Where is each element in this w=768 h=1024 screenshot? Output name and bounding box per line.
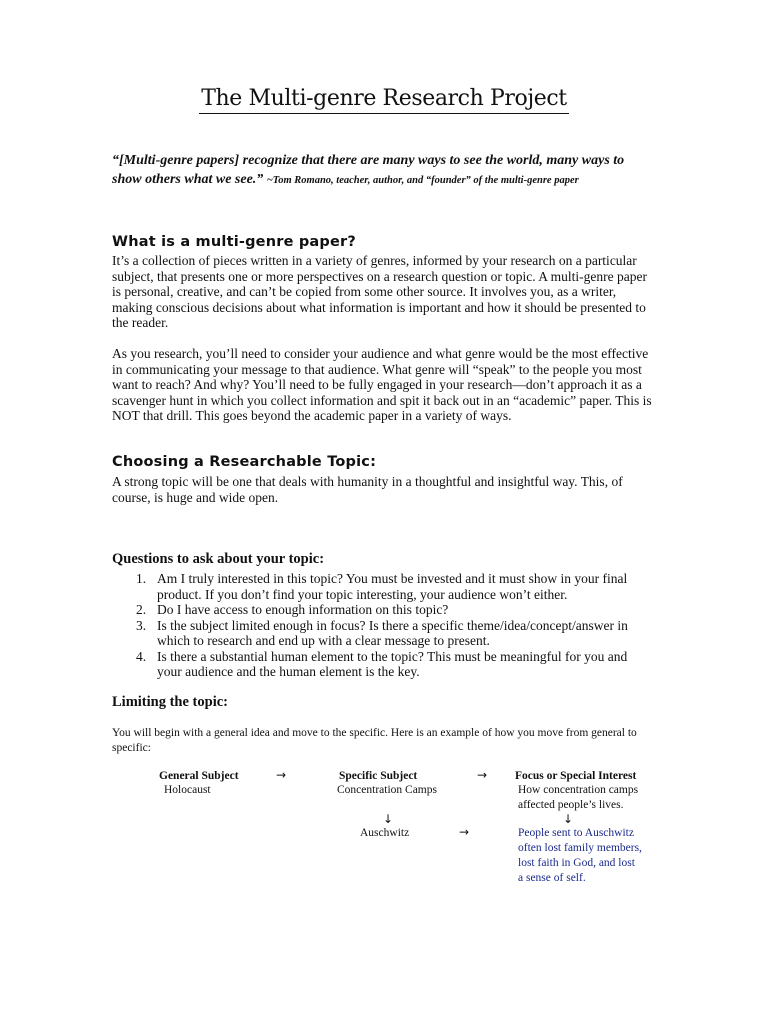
header-focus-interest: Focus or Special Interest: [515, 770, 637, 782]
list-item: [112, 571, 652, 602]
section-heading-what-is: What is a multi-genre paper?: [112, 234, 356, 250]
list-item-number: 4.: [136, 648, 147, 664]
general-subject-value: Holocaust: [164, 784, 211, 796]
page-title-text: The Multi-genre Research Project: [199, 86, 568, 114]
narrowed-subject-value: Auschwitz: [360, 827, 410, 839]
list-item: [112, 649, 652, 680]
right-arrow-icon: →: [276, 768, 287, 782]
down-arrow-icon: ↓: [383, 812, 394, 826]
list-item: [112, 618, 652, 649]
questions-list: [112, 571, 652, 680]
page-title: [0, 86, 768, 111]
limiting-body: You will begin with a general idea and move to the specific. Here is an example of how you move from general to specific:: [112, 727, 637, 754]
list-item: [112, 602, 652, 618]
list-item-text: Do I have access to enough information on this topic?: [157, 602, 449, 617]
focus-example-line: a sense of self.: [518, 872, 586, 884]
section-choosing-topic-body: [112, 474, 652, 505]
quote-attribution: ~Tom Romano, teacher, author, and “founder” of the multi-genre paper: [266, 175, 579, 186]
list-item-number: 3.: [136, 617, 147, 633]
list-item-text: Is the subject limited enough in focus? Is there a specific theme/idea/concept/answer in which to research and end up with a clear message to present.: [157, 617, 628, 648]
paragraph: It’s a collection of pieces written in a variety of genres, informed by your research on a particular subject, that presents one or more perspectives on a research question or topic. A multi-genre paper is personal, creative, and can’t be copied from some other source. It involves you, as a writer, making conscious decisions about what information is important and how it should be presented to the reader.: [112, 253, 647, 330]
header-specific-subject: Specific Subject: [339, 770, 418, 782]
focus-example-line: often lost family members,: [518, 842, 642, 854]
focus-value-line: affected people’s lives.: [518, 799, 624, 811]
opening-quote: [112, 151, 657, 190]
focus-value-line: How concentration camps: [518, 784, 639, 796]
limiting-heading: Limiting the topic:: [112, 694, 228, 710]
right-arrow-icon: →: [477, 768, 488, 782]
specific-subject-value: Concentration Camps: [337, 784, 437, 796]
quote-text: “[Multi-genre papers] recognize that there are many ways to see the world, many ways to show others what we see.”: [112, 153, 625, 187]
focus-example-line: lost faith in God, and lost: [518, 857, 635, 869]
list-item-number: 1.: [136, 571, 147, 586]
header-general-subject: General Subject: [159, 770, 239, 782]
list-item-text: Is there a substantial human element to the topic? This must be meaningful for you and your audience and the human element is the key.: [157, 648, 628, 679]
section-heading-choosing-topic: Choosing a Researchable Topic:: [112, 454, 377, 470]
paragraph: As you research, you’ll need to consider your audience and what genre would be the most effective in communicating your message to that audience. What genre will “speak” to the people you most want to reach? And why? You’ll need to be fully engaged in your research—don’t approach it as a scavenger hunt in which you collect information and spit it back out in an “academic” paper. This is NOT that drill. This goes beyond the academic paper in a variety of ways.: [112, 346, 652, 423]
right-arrow-icon: →: [459, 825, 470, 839]
list-item-text: Am I truly interested in this topic? You must be invested and it must show in your final product. If you don’t find your topic interesting, your audience won’t either.: [157, 571, 628, 602]
paragraph: A strong topic will be one that deals with humanity in a thoughtful and insightful way. This, of course, is huge and wide open.: [112, 474, 623, 505]
list-item-number: 2.: [136, 602, 147, 617]
questions-heading: Questions to ask about your topic:: [112, 551, 325, 567]
focus-example-line: People sent to Auschwitz: [518, 827, 634, 839]
section-what-is-body: [112, 253, 652, 424]
down-arrow-icon: ↓: [563, 812, 574, 826]
